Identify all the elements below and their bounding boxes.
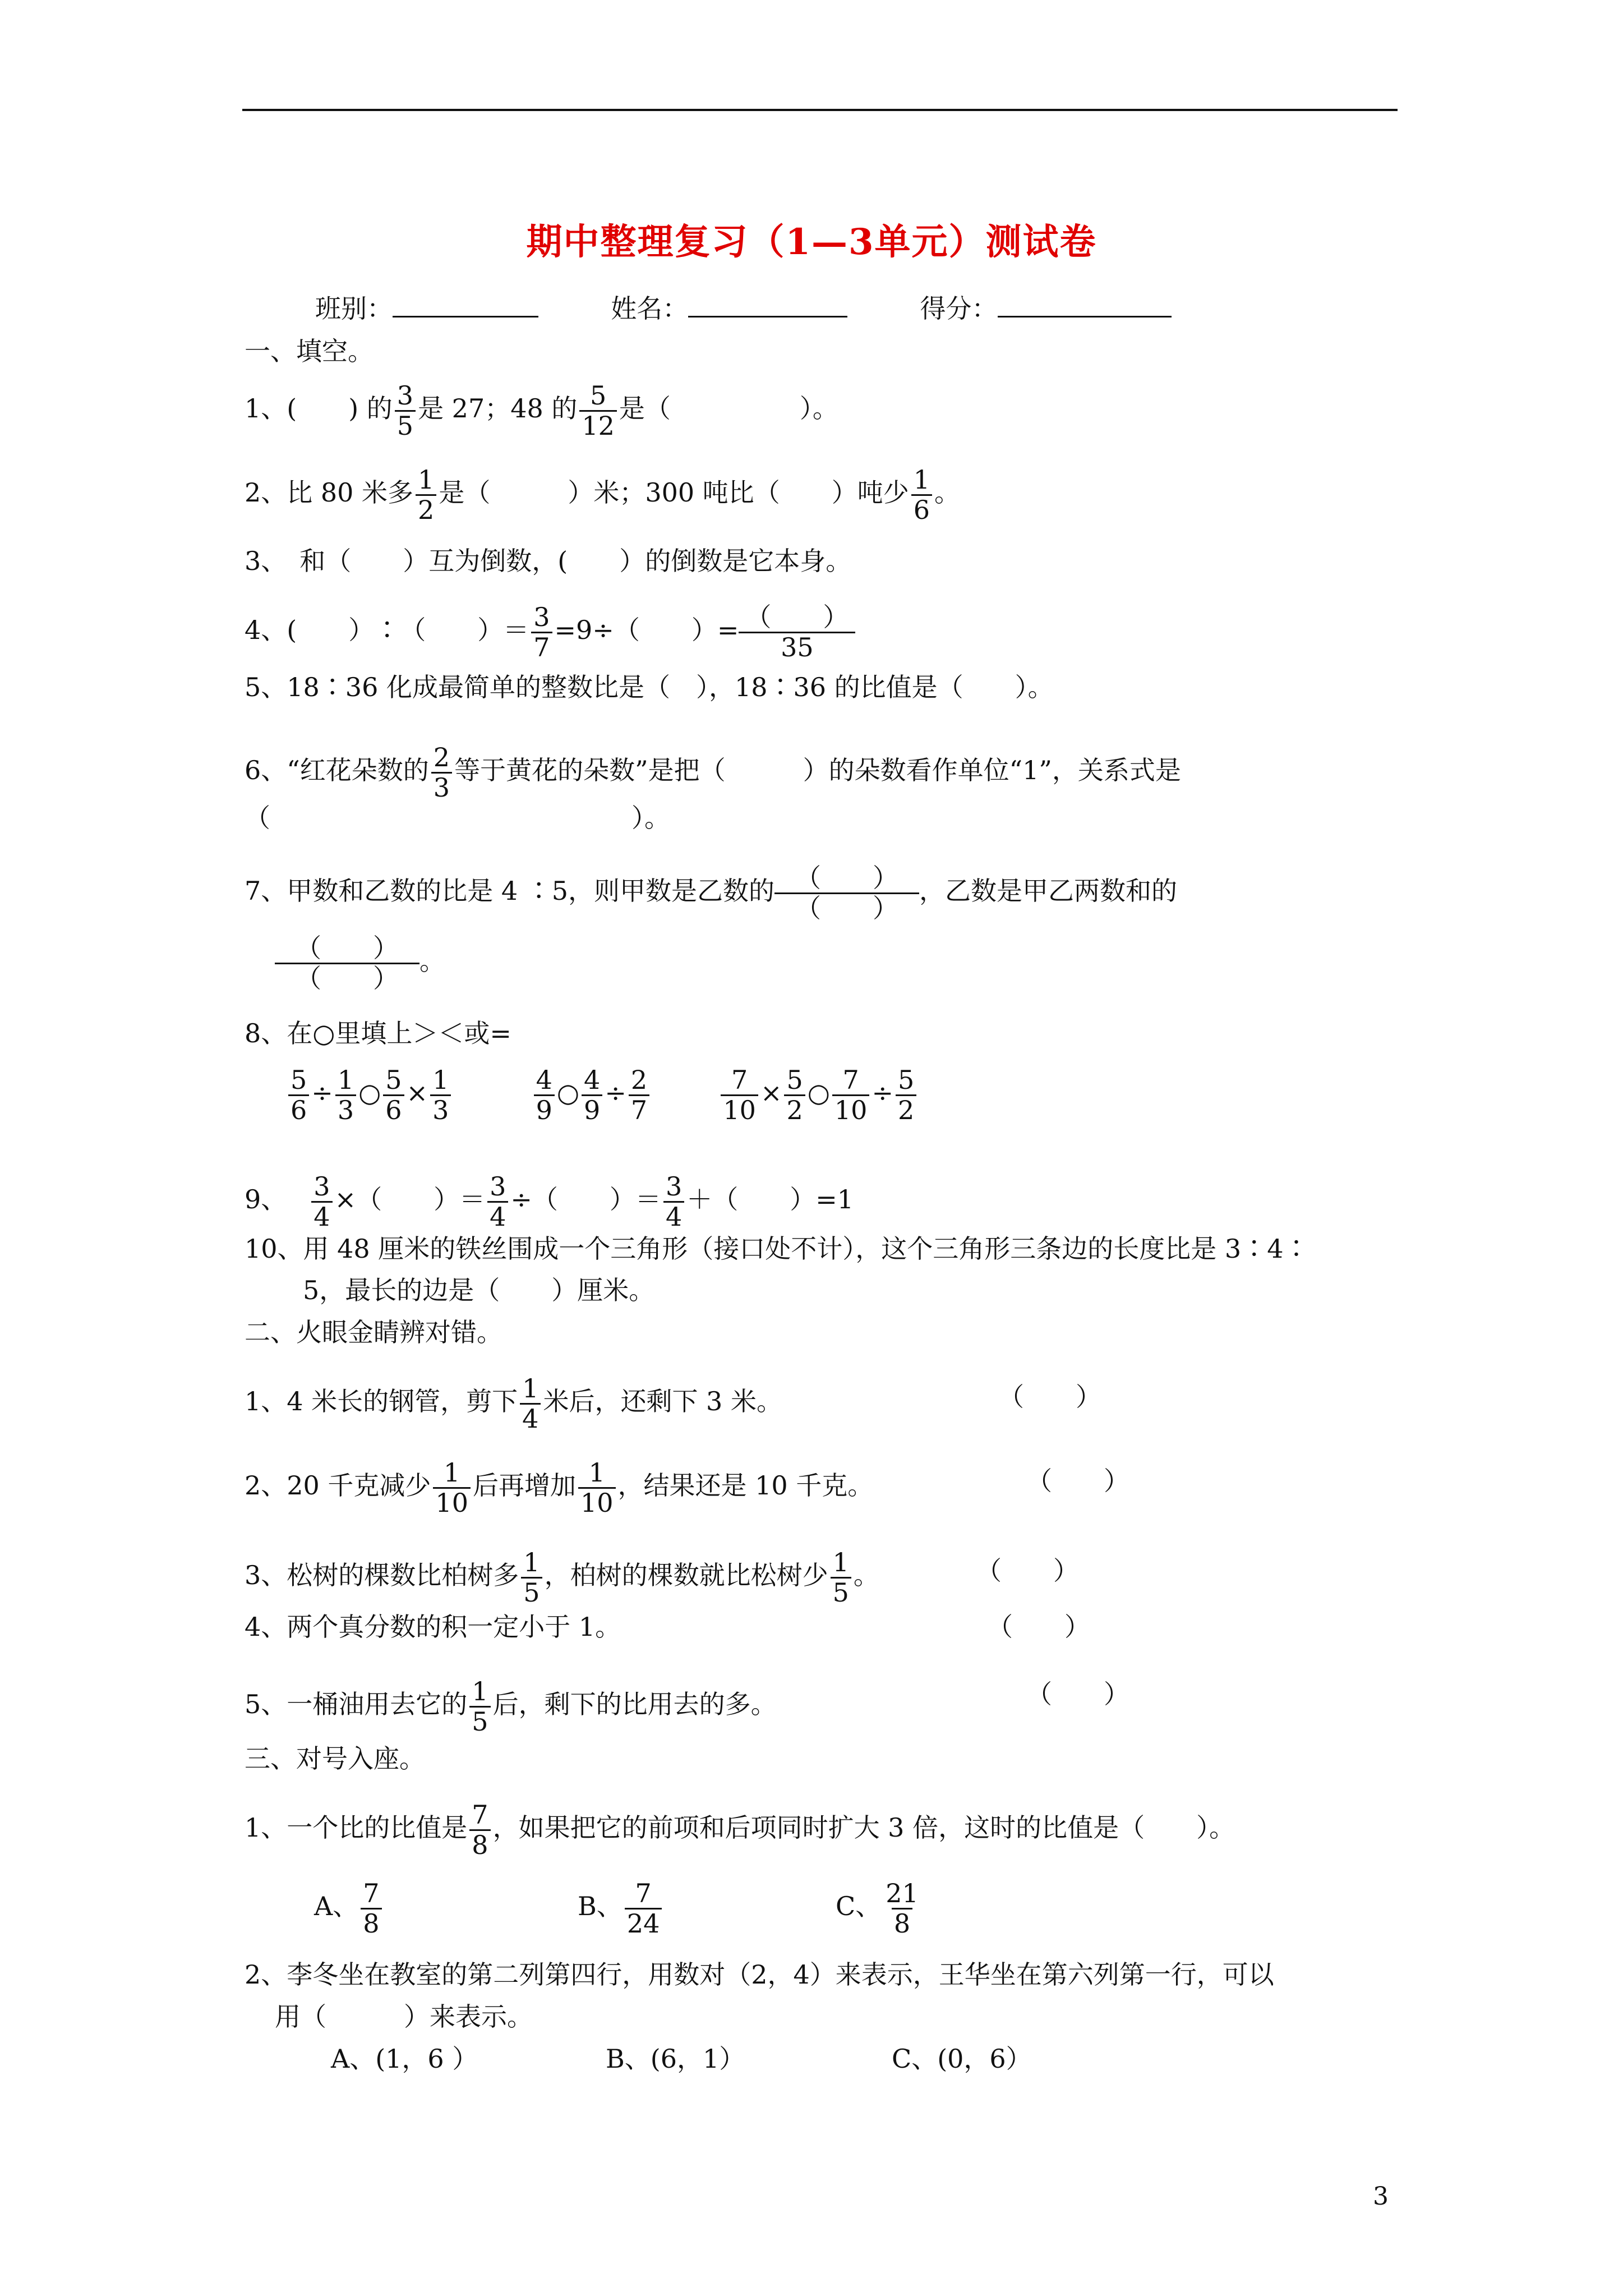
s2-q4: 4、两个真分数的积一定小于 1。: [245, 1612, 621, 1642]
section2-heading: 二、火眼金睛辨对错。: [245, 1317, 502, 1347]
fraction: $\frac{( )}{( )}$: [277, 934, 417, 992]
s1-q5: 5、18∶36 化成最简单的整数比是（ ），18∶36 的比值是（ ）。: [245, 672, 1054, 702]
score-label: 得分：: [920, 293, 998, 324]
s1-q2: 2、比 80 米多 $\frac{1}{2}$ 是（ ）米；300 吨比（ ）吨少 $\frac{1}{6}$ 。: [245, 464, 961, 525]
s1-q10: 10、用 48 厘米的铁丝围成一个三角形（接口处不计），这个三角形三条边的长度比是 3∶4∶: [245, 1234, 1310, 1264]
header-fields: [315, 292, 1172, 325]
s3-q1-option-a[interactable]: A、 $\frac{7}{8}$: [314, 1879, 384, 1938]
s3-q2-option-c[interactable]: C、(0，6）: [892, 2044, 1032, 2074]
compare-circle[interactable]: ○: [807, 1078, 830, 1108]
compare-circle[interactable]: ○: [556, 1078, 580, 1108]
page-number: 3: [1373, 2182, 1389, 2211]
s2-q5: 5、一桶油用去它的 $\frac{1}{5}$ 后，剩下的比用去的多。: [245, 1676, 777, 1737]
class-field[interactable]: [393, 293, 538, 318]
s3-q2: 2、李冬坐在教室的第二列第四行，用数对（2，4）来表示，王华坐在第六列第一行，可以: [245, 1959, 1274, 1990]
s2-q5-answer[interactable]: （ ）: [1026, 1679, 1129, 1709]
page-title: 期中整理复习（1—3单元）测试卷: [526, 221, 1097, 263]
s2-q2: 2、20 千克减少 $\frac{1}{10}$ 后再增加 $\frac{1}{10}$ ，结果还是 10 千克。: [245, 1457, 874, 1518]
fraction: $\frac{( )}{35}$: [741, 603, 853, 661]
s1-q6-cont: （ ）。: [245, 803, 670, 833]
s3-q1: 1、一个比的比值是 $\frac{7}{8}$ ，如果把它的前项和后项同时扩大 3 倍，这时的比值是（ ）。: [245, 1800, 1235, 1860]
s3-q2-cont: 用（ ）来表示。: [275, 2001, 533, 2032]
s3-q2-option-b[interactable]: B、(6，1）: [606, 2044, 745, 2074]
fraction: $\frac{5}{12}$: [579, 381, 617, 440]
compare-circle[interactable]: ○: [358, 1078, 381, 1108]
s2-q4-answer[interactable]: （ ）: [987, 1612, 1090, 1642]
s1-q8: 8、在○里填上＞＜或=: [245, 1018, 511, 1048]
fraction: $\frac{3}{5}$: [395, 381, 416, 440]
class-label: 班别：: [315, 293, 393, 324]
s2-q2-answer[interactable]: （ ）: [1026, 1466, 1129, 1496]
s2-q1-answer[interactable]: （ ）: [998, 1382, 1101, 1412]
section3-heading: 三、对号入座。: [245, 1743, 425, 1774]
s1-q10-cont: 5，最长的边是（ ）厘米。: [303, 1275, 655, 1305]
s2-q1: 1、4 米长的钢管，剪下 $\frac{1}{4}$ 米后，还剩下 3 米。: [245, 1373, 782, 1434]
s3-q1-option-c[interactable]: C、 $\frac{21}{8}$: [836, 1878, 919, 1939]
s1-q3: 3、 和（ ）互为倒数，( ）的倒数是它本身。: [245, 546, 852, 576]
fraction: $\frac{1}{6}$: [911, 466, 932, 524]
s1-q1: 1、( ) 的 $\frac{3}{5}$ 是 27；48 的 $\frac{5}{12}$ 是（ ）。: [245, 380, 838, 441]
fraction: $\frac{3}{7}$: [531, 603, 552, 661]
s1-q7-cont: $\frac{( )}{( )}$ 。: [275, 934, 445, 992]
s1-q8-row: $\frac{5}{6}$ ÷ $\frac{1}{3}$ ○ $\frac{5}{6}$ × $\frac{1}{3}$ $\frac{4}{9}$ ○ $\frac{4}{9}$ ÷ $\frac{2}{7}$ $\frac{7}{10}$ × $\frac{5}{2}$ ○ $\frac{7}{10}$ ÷ $\frac{5}{2}$: [286, 1066, 919, 1124]
s1-q6: 6、“红花朵数的 $\frac{2}{3}$ 等于黄花的朵数”是把（ ）的朵数看作单位“1”，关系式是: [245, 742, 1181, 803]
s2-q3: 3、松树的棵数比柏树多 $\frac{1}{5}$ ，柏树的棵数就比松树少 $\frac{1}{5}$ 。: [245, 1547, 879, 1608]
s1-q4: 4、( ）∶（ ）＝ $\frac{3}{7}$ =9÷（ ）= $\frac{( )}{35}$: [245, 603, 855, 661]
top-rule: [242, 109, 1398, 111]
score-field[interactable]: [998, 293, 1172, 318]
s2-q3-answer[interactable]: （ ）: [976, 1556, 1079, 1586]
section1-heading: 一、填空。: [245, 336, 374, 366]
s1-q9: 9、 $\frac{3}{4}$ ×（ ）＝ $\frac{3}{4}$ ÷（ ）＝ $\frac{3}{4}$ ＋（ ）=1: [245, 1171, 854, 1232]
s3-q1-option-b[interactable]: B、 $\frac{7}{24}$: [578, 1879, 664, 1938]
s1-q7: 7、甲数和乙数的比是 4 ∶5，则甲数是乙数的 $\frac{( )}{( )}$ ，乙数是甲乙两数和的: [245, 863, 1178, 923]
fraction: $\frac{2}{3}$: [431, 743, 452, 802]
fraction: $\frac{1}{2}$: [416, 466, 436, 524]
name-field[interactable]: [688, 293, 847, 318]
name-label: 姓名：: [611, 293, 689, 324]
s3-q2-option-a[interactable]: A、(1，6 ）: [331, 2044, 478, 2074]
fraction: $\frac{( )}{( )}$: [777, 864, 917, 922]
